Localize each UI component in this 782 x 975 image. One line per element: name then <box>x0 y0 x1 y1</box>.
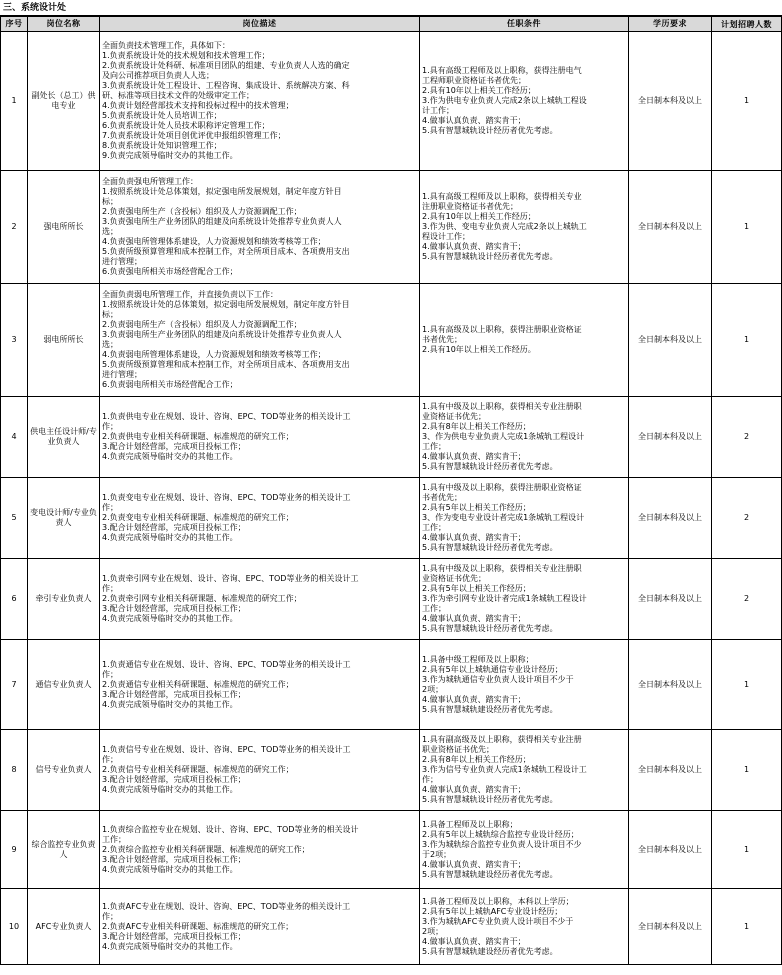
requirement-line: 1.具有副高级及以上职称，获得相关专业注册 <box>422 735 582 744</box>
description-line: 6.负责弱电所相关市场经营配合工作； <box>102 380 238 389</box>
requirement-line: 书者优先； <box>422 493 462 502</box>
education-requirement: 全日制本科及以上 <box>629 730 712 811</box>
requirement-line: 2.具有5年以上相关工作经历； <box>422 584 531 593</box>
description-line: 3.配合计划经营部，完成项目投标工作； <box>102 854 246 864</box>
description-line: 3.负责弱电所生产业务团队的组建及向系统设计处推荐专业负责人人 <box>102 330 342 339</box>
position-requirements <box>420 284 629 397</box>
position-requirements <box>420 32 629 171</box>
description-line: 2.负责强电所生产（含投标）组织及人力资源调配工作； <box>102 207 302 216</box>
requirement-line: 5.具有智慧城轨设计经历者优先考虑。 <box>422 543 558 552</box>
requirement-line: 2.具有5年以上相关工作经历； <box>422 503 531 512</box>
table-row <box>1 559 782 640</box>
requirement-line: 4.做事认真负责、踏实肯干； <box>422 452 526 461</box>
requirement-line: 2.具有10年以上相关工作经历。 <box>422 345 536 354</box>
position-description <box>100 559 420 640</box>
requirement-line: 4.做事认真负责、踏实肯干； <box>422 785 526 794</box>
header-education: 学历要求 <box>629 17 712 32</box>
description-line: 4.负责完成领导临时交办的其他工作。 <box>102 452 238 461</box>
position-name: AFC专业负责人 <box>28 889 100 965</box>
description-line: 1.负责变电专业在规划、设计、咨询、EPC、TOD等业务的相关设计工 <box>102 493 351 502</box>
description-line: 3.负责系统设计处工程设计、工程咨询、集成设计、系统解决方案、科 <box>102 81 350 90</box>
row-number: 5 <box>1 478 28 559</box>
description-line: 2.负责弱电所生产（含投标）组织及人力资源调配工作； <box>102 320 302 329</box>
requirement-line: 业资格证书优先； <box>422 574 486 583</box>
description-line: 1.负责综合监控专业在规划、设计、咨询、EPC、TOD等业务的相关设计 <box>102 824 359 834</box>
description-line: 1.负责AFC专业在规划、设计、咨询、EPC、TOD等业务的相关设计工 <box>102 901 351 911</box>
header-count: 计划招聘人数 <box>712 17 782 32</box>
row-number: 9 <box>1 811 28 889</box>
requirement-line: 3.作为供电专业负责人完成2条以上城轨工程设 <box>422 96 587 105</box>
position-requirements <box>420 811 629 889</box>
requirement-line: 工作； <box>422 523 446 532</box>
table-row <box>1 730 782 811</box>
hiring-count: 1 <box>712 284 782 397</box>
hiring-count: 2 <box>712 559 782 640</box>
requirement-line: 2项； <box>422 684 444 694</box>
hiring-count: 1 <box>712 640 782 730</box>
requirement-line: 于2项； <box>422 849 452 859</box>
position-description <box>100 640 420 730</box>
requirement-line: 5.具有智慧城轨设计经历者优先考虑。 <box>422 126 558 135</box>
recruitment-table <box>0 16 782 965</box>
description-line: 3.配合计划经营部，完成项目投标工作； <box>102 604 246 613</box>
description-line: 选； <box>102 227 118 236</box>
table-row <box>1 397 782 478</box>
description-line: 2.负责AFC专业相关科研课题、标准规范的研究工作； <box>102 921 294 931</box>
education-requirement: 全日制本科及以上 <box>629 397 712 478</box>
description-line: 4.负责计划经营部技术支持和投标过程中的技术管理； <box>102 101 294 110</box>
hiring-count: 1 <box>712 811 782 889</box>
header-row <box>1 17 782 32</box>
requirement-line: 5.具有智慧城轨建设经历者优先考虑。 <box>422 946 558 956</box>
description-line: 标； <box>102 197 118 206</box>
requirement-line: 3.作为城轨通信专业负责人设计项目不少于 <box>422 674 574 684</box>
position-requirements <box>420 889 629 965</box>
position-description <box>100 730 420 811</box>
requirement-line: 5.具有智慧城轨设计经历者优先考虑。 <box>422 462 558 471</box>
description-line: 工作； <box>102 834 126 844</box>
requirement-line: 3.作为城轨综合监控专业负责人设计项目不少 <box>422 839 582 849</box>
requirement-line: 4.做事认真负责、踏实肯干； <box>422 614 526 623</box>
description-line: 4.负责完成领导临时交办的其他工作。 <box>102 785 238 794</box>
description-line: 1.负责牵引网专业在规划、设计、咨询、EPC、TOD等业务的相关设计工 <box>102 574 359 583</box>
table-row <box>1 32 782 171</box>
description-line: 4.负责弱电所管理体系建设，人力资源规划和绩效考核等工作； <box>102 350 326 359</box>
position-description <box>100 171 420 284</box>
hiring-count: 2 <box>712 478 782 559</box>
hiring-count: 1 <box>712 32 782 171</box>
description-line: 作； <box>102 669 118 679</box>
requirement-line: 2.具有8年以上相关工作经历； <box>422 422 531 431</box>
education-requirement: 全日制本科及以上 <box>629 559 712 640</box>
table-row <box>1 284 782 397</box>
description-line: 1.负责信号专业在规划、设计、咨询、EPC、TOD等业务的相关设计工 <box>102 745 351 754</box>
requirement-line: 3.作为信号专业负责人完成1条城轨工程设计工 <box>422 765 587 774</box>
description-line: 2.负责通信专业相关科研课题、标准规范的研究工作； <box>102 679 294 689</box>
requirement-line: 1.具备中级工程师及以上职称； <box>422 654 534 664</box>
description-line: 8.负责系统设计处知识管理工作； <box>102 141 222 150</box>
position-name: 牵引专业负责人 <box>28 559 100 640</box>
requirement-line: 1.具有中级及以上职称，获得相关专业注册职 <box>422 564 582 573</box>
description-line: 4.负责完成领导临时交办的其他工作。 <box>102 533 238 542</box>
description-line: 1.按照系统设计处的总体策划，拟定弱电所发展规划，制定年度方针目 <box>102 300 350 309</box>
requirement-line: 4.做事认真负责、踏实肯干； <box>422 116 526 125</box>
description-line: 2.负责变电专业相关科研课题、标准规范的研究工作； <box>102 513 294 522</box>
row-number: 2 <box>1 171 28 284</box>
description-line: 作； <box>102 584 118 593</box>
description-line: 6.负责系统设计处人员技术职称评定管理工作； <box>102 121 270 130</box>
section-title: 三、系统设计处 <box>0 0 782 16</box>
header-description: 岗位描述 <box>100 17 420 32</box>
requirement-line: 4.做事认真负责、踏实肯干； <box>422 936 526 946</box>
position-name: 供电主任设计师/专业负责人 <box>28 397 100 478</box>
requirement-line: 2项； <box>422 926 444 936</box>
requirement-line: 工作； <box>422 604 446 613</box>
header-requirements: 任职条件 <box>420 17 629 32</box>
description-line: 标； <box>102 310 118 319</box>
requirement-line: 注册职业资格证书者优先； <box>422 202 518 211</box>
position-name: 通信专业负责人 <box>28 640 100 730</box>
description-line: 4.负责完成领导临时交办的其他工作。 <box>102 864 238 874</box>
education-requirement: 全日制本科及以上 <box>629 284 712 397</box>
description-line: 作； <box>102 422 118 431</box>
requirement-line: 5.具有智慧城轨设计经历者优先考虑。 <box>422 795 558 804</box>
requirement-line: 程设计工作； <box>422 232 470 241</box>
requirement-line: 4.做事认真负责、踏实肯干； <box>422 242 526 251</box>
description-line: 2.负责综合监控专业相关科研课题、标准规范的研究工作； <box>102 844 310 854</box>
description-line: 5.负责所级预算管理和成本控制工作，对全所项目成本、各项费用支出 <box>102 360 350 369</box>
requirement-line: 计工作； <box>422 106 454 115</box>
requirement-line: 2.具有5年以上城轨综合监控专业设计经历； <box>422 829 579 839</box>
description-line: 1.负责系统设计处的技术规划和技术管理工作； <box>102 51 270 60</box>
description-line: 作； <box>102 755 118 764</box>
description-line: 2.负责供电专业相关科研课题、标准规范的研究工作； <box>102 432 294 441</box>
description-line: 1.按照系统设计处总体策划，拟定强电所发展规划，制定年度方针目 <box>102 187 342 196</box>
requirement-line: 2.具有5年以上城轨通信专业设计经历； <box>422 664 563 674</box>
description-line: 3.配合计划经营部，完成项目投标工作； <box>102 931 246 941</box>
description-line: 作； <box>102 503 118 512</box>
description-line: 3.负责强电所生产业务团队的组建及向系统设计处推荐专业负责人人 <box>102 217 342 226</box>
description-line: 全面负责弱电所管理工作，并直接负责以下工作： <box>102 290 278 299</box>
requirement-line: 1.具有高级工程师及以上职称，获得注册电气 <box>422 66 582 75</box>
description-line: 7.负责系统设计处项目创优评优申报组织管理工作； <box>102 131 286 140</box>
requirement-line: 1.具备工程师及以上职称，本科以上学历； <box>422 896 574 906</box>
position-name: 综合监控专业负责人 <box>28 811 100 889</box>
row-number: 3 <box>1 284 28 397</box>
hiring-count: 2 <box>712 397 782 478</box>
requirement-line: 2.具有10年以上相关工作经历； <box>422 212 536 221</box>
position-requirements <box>420 397 629 478</box>
description-line: 3.配合计划经营部，完成项目投标工作； <box>102 775 246 784</box>
description-line: 2.负责系统设计处科研、标准项目团队的组建、专业负责人人选的确定 <box>102 61 350 70</box>
requirement-line: 工作； <box>422 442 446 451</box>
description-line: 9.负责完成领导临时交办的其他工作。 <box>102 151 238 160</box>
description-line: 3.配合计划经营部，完成项目投标工作； <box>102 689 246 699</box>
requirement-line: 1.具有中级及以上职称，获得注册职业资格证 <box>422 483 582 492</box>
row-number: 8 <box>1 730 28 811</box>
requirement-line: 5.具有智慧城轨设计经历者优先考虑。 <box>422 624 558 633</box>
row-number: 10 <box>1 889 28 965</box>
position-requirements <box>420 640 629 730</box>
education-requirement: 全日制本科及以上 <box>629 171 712 284</box>
position-description <box>100 478 420 559</box>
position-name: 变电设计师/专业负责人 <box>28 478 100 559</box>
description-line: 进行管理； <box>102 257 142 266</box>
description-line: 4.负责强电所管理体系建设，人力资源规划和绩效考核等工作； <box>102 237 326 246</box>
description-line: 3.配合计划经营部，完成项目投标工作； <box>102 523 246 532</box>
description-line: 作； <box>102 911 118 921</box>
position-description <box>100 284 420 397</box>
table-row <box>1 811 782 889</box>
description-line: 6.负责强电所相关市场经营配合工作； <box>102 267 238 276</box>
hiring-count: 1 <box>712 730 782 811</box>
requirement-line: 业资格证书优先； <box>422 412 486 421</box>
education-requirement: 全日制本科及以上 <box>629 640 712 730</box>
requirement-line: 1.具有高级工程师及以上职称，获得相关专业 <box>422 192 582 201</box>
requirement-line: 作； <box>422 775 438 784</box>
requirement-line: 4.做事认真负责、踏实肯干； <box>422 694 526 704</box>
hiring-count: 1 <box>712 171 782 284</box>
header-no: 序号 <box>1 17 28 32</box>
description-line: 及向公司推荐项目负责人人选； <box>102 71 214 80</box>
requirement-line: 书者优先； <box>422 335 462 344</box>
description-line: 2.负责信号专业相关科研课题、标准规范的研究工作； <box>102 765 294 774</box>
description-line: 全面负责强电所管理工作： <box>102 177 198 186</box>
description-line: 4.负责完成领导临时交办的其他工作。 <box>102 614 238 623</box>
description-line: 全面负责技术管理工作，具体如下： <box>102 41 230 50</box>
table-row <box>1 478 782 559</box>
requirement-line: 职业资格证书优先； <box>422 745 494 754</box>
requirement-line: 4.做事认真负责、踏实肯干； <box>422 533 526 542</box>
description-line: 5.负责所级预算管理和成本控制工作，对全所项目成本、各项费用支出 <box>102 247 350 256</box>
requirement-line: 3.作为供、变电专业负责人完成2条以上城轨工 <box>422 222 587 231</box>
position-description <box>100 811 420 889</box>
row-number: 7 <box>1 640 28 730</box>
row-number: 4 <box>1 397 28 478</box>
requirement-line: 2.具有10年以上相关工作经历； <box>422 86 536 95</box>
position-requirements <box>420 559 629 640</box>
description-line: 研、标准等项目技术文件的处级审定工作； <box>102 91 254 100</box>
requirement-line: 5.具有智慧城轨建设经历者优先考虑。 <box>422 869 558 879</box>
row-number: 6 <box>1 559 28 640</box>
position-name: 弱电所所长 <box>28 284 100 397</box>
requirement-line: 1.具备工程师及以上职称； <box>422 819 518 829</box>
position-name: 信号专业负责人 <box>28 730 100 811</box>
position-name: 副处长（总工）供电专业 <box>28 32 100 171</box>
description-line: 5.负责系统设计处人员培训工作； <box>102 111 222 120</box>
position-name: 强电所所长 <box>28 171 100 284</box>
education-requirement: 全日制本科及以上 <box>629 889 712 965</box>
description-line: 1.负责供电专业在规划、设计、咨询、EPC、TOD等业务的相关设计工 <box>102 412 351 421</box>
position-description <box>100 889 420 965</box>
requirement-line: 5.具有智慧城轨建设经历者优先考虑。 <box>422 704 558 714</box>
education-requirement: 全日制本科及以上 <box>629 32 712 171</box>
position-requirements <box>420 478 629 559</box>
position-requirements <box>420 730 629 811</box>
education-requirement: 全日制本科及以上 <box>629 811 712 889</box>
table-row <box>1 640 782 730</box>
requirement-line: 1.具有高级及以上职称，获得注册职业资格证 <box>422 325 582 334</box>
requirement-line: 3、作为变电专业设计者完成1条城轨工程设计 <box>422 513 585 522</box>
requirement-line: 1.具有中级及以上职称，获得相关专业注册职 <box>422 402 582 411</box>
requirement-line: 5.具有智慧城轨设计经历者优先考虑。 <box>422 252 558 261</box>
description-line: 4.负责完成领导临时交办的其他工作。 <box>102 941 238 951</box>
description-line: 4.负责完成领导临时交办的其他工作。 <box>102 699 238 709</box>
position-description <box>100 32 420 171</box>
requirement-line: 4.做事认真负责、踏实肯干； <box>422 859 526 869</box>
requirement-line: 工程师职业资格证书者优先； <box>422 76 526 85</box>
description-line: 2.负责牵引网专业相关科研课题、标准规范的研究工作； <box>102 594 302 603</box>
position-description <box>100 397 420 478</box>
hiring-count: 1 <box>712 889 782 965</box>
requirement-line: 2.具有5年以上城轨AFC专业设计经历； <box>422 906 563 916</box>
table-row <box>1 171 782 284</box>
position-requirements <box>420 171 629 284</box>
requirement-line: 2.具有8年以上相关工作经历； <box>422 755 531 764</box>
requirement-line: 3.作为城轨AFC专业负责人设计项目不少于 <box>422 916 574 926</box>
education-requirement: 全日制本科及以上 <box>629 478 712 559</box>
table-row <box>1 889 782 965</box>
description-line: 3.配合计划经营部，完成项目投标工作； <box>102 442 246 451</box>
header-position: 岗位名称 <box>28 17 100 32</box>
description-line: 选； <box>102 340 118 349</box>
requirement-line: 3.作为牵引网专业设计者完成1条城轨工程设计 <box>422 594 587 603</box>
requirement-line: 3、作为供电专业负责人完成1条城轨工程设计 <box>422 432 585 441</box>
description-line: 进行管理； <box>102 370 142 379</box>
row-number: 1 <box>1 32 28 171</box>
description-line: 1.负责通信专业在规划、设计、咨询、EPC、TOD等业务的相关设计工 <box>102 659 351 669</box>
